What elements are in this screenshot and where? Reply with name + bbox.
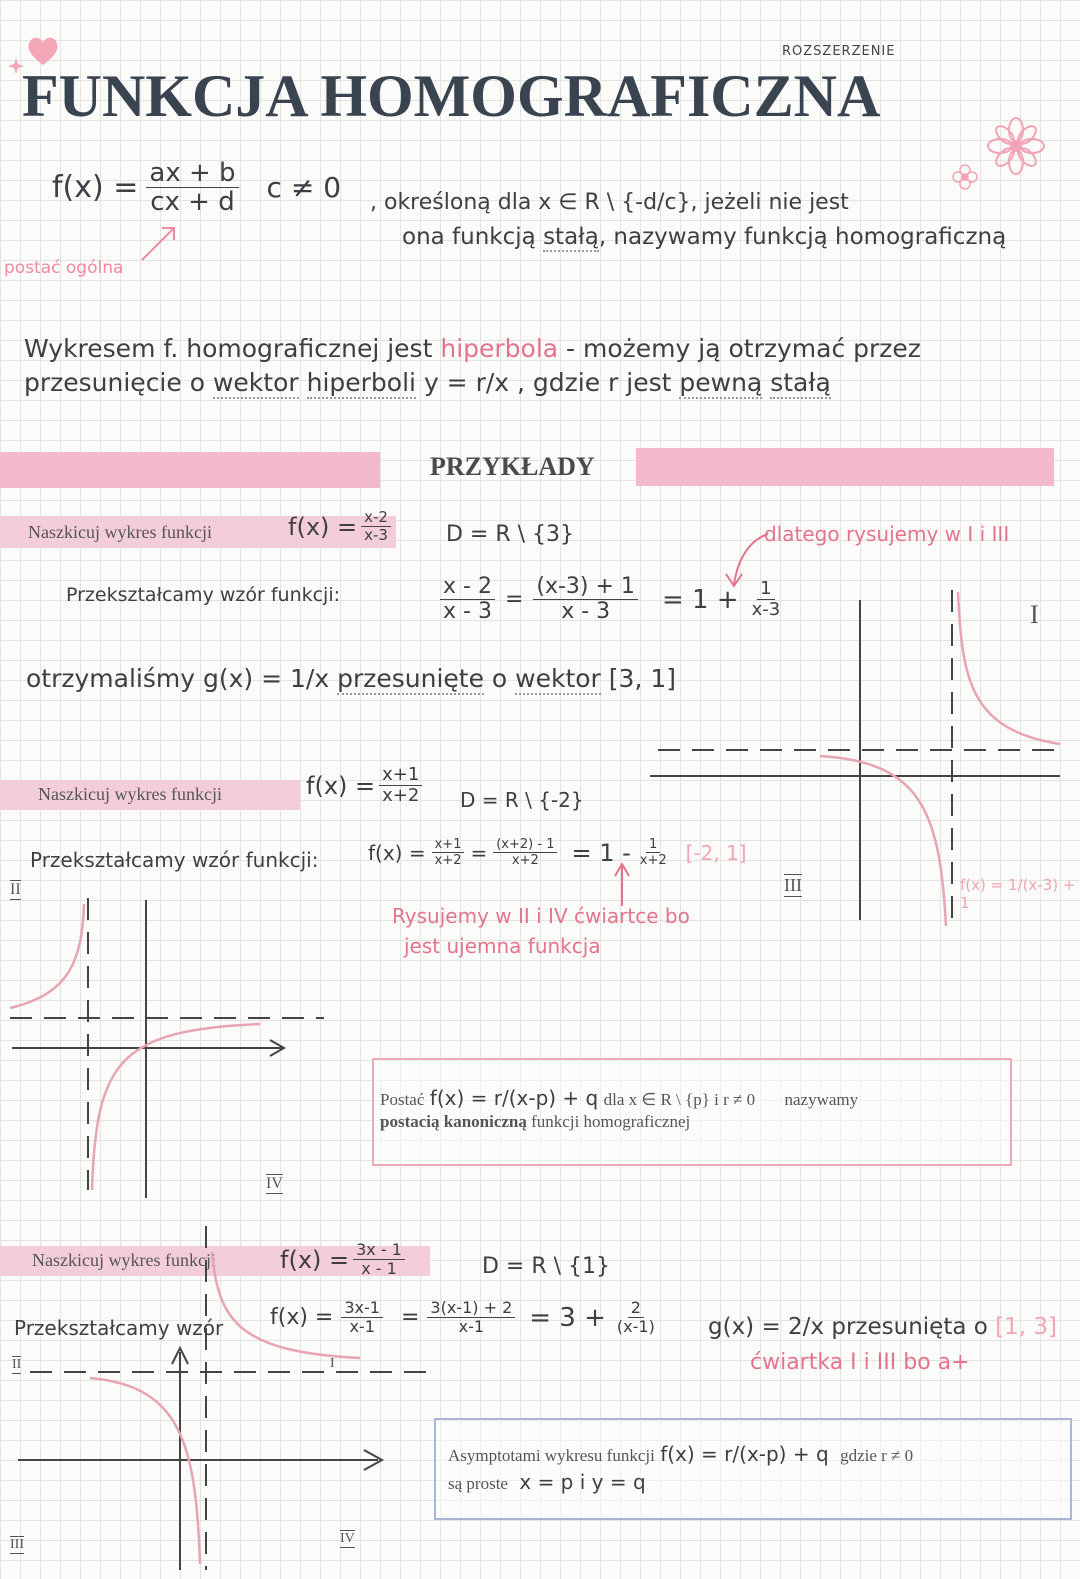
- definition-line-1: , określoną dla x ∈ R \ {-d/c}, jeżeli nie jest: [370, 190, 849, 215]
- ex3-denominator: x - 1: [361, 1259, 397, 1278]
- ex2-s3-den: x+2: [639, 853, 667, 868]
- ex1-transform: $\frac{x - 2}{x - 3}$ = $\frac{(x-3) + 1}{x - 3}$ = 1 + $\frac{1}{x-3}$: [440, 576, 783, 623]
- def-text-constant: stałą: [543, 224, 599, 250]
- ex2-numerator: x+1: [379, 766, 422, 786]
- ex1-domain: D = R \ {3}: [446, 522, 575, 547]
- definition-line-2: [402, 224, 1006, 250]
- ex3-quarter-note: ćwiartka I i III bo a+: [750, 1350, 970, 1375]
- ex2-domain: D = R \ {-2}: [460, 788, 584, 812]
- section-tag: ROZSZERZENIE: [782, 44, 896, 59]
- ex1-curve-label: f(x) = 1/(x-3) + 1: [960, 876, 1076, 912]
- ex3-s3-den: (x-1): [616, 1317, 655, 1336]
- banner-left-bar: [0, 452, 380, 488]
- asymptotes-text-a: Asymptotami wykresu funkcji: [448, 1446, 655, 1465]
- ex3-g-line: [708, 1314, 1057, 1340]
- arrow-icon: [140, 222, 180, 262]
- banner-right-bar: [636, 448, 1054, 486]
- ex1-quadrant-iii: III: [784, 875, 802, 895]
- ex1-result-moved: przesunięte: [337, 664, 484, 693]
- ex2-transform: f(x) = $\frac{x+1}{x+2}$ = $\frac{(x+2) - 1}{x+2}$ = 1 - $\frac{1}{x+2}$ [-2, 1]: [368, 837, 747, 868]
- graph-desc-line-2: [24, 368, 831, 397]
- ex3-s1-num: 3x-1: [341, 1300, 383, 1318]
- ex2-transform-label: Przekształcamy wzór funkcji:: [30, 848, 319, 872]
- ex1-result-vector: [3, 1]: [608, 664, 677, 693]
- asymptotes-text-b: gdzie r ≠ 0: [840, 1446, 914, 1465]
- ex2-quadrant-iv: IV: [266, 1175, 283, 1192]
- canonical-text-b: dla x ∈ R \ {p} i r ≠ 0: [603, 1090, 756, 1109]
- ex3-label: Naszkicuj wykres funkcji: [32, 1250, 216, 1270]
- canonical-line-1: [380, 1086, 858, 1110]
- asymptotes-line-1: [448, 1442, 913, 1466]
- canonical-formula: f(x) = r/(x-p) + q: [429, 1086, 599, 1110]
- ex3-quadrant-ii: II: [12, 1357, 22, 1372]
- ex1-s2-den: x - 3: [561, 599, 611, 624]
- graph-desc-vector: wektor: [212, 368, 299, 397]
- graph-desc-hyperboli: hiperboli: [306, 368, 416, 397]
- ex1-formula: [288, 510, 391, 543]
- ex3-domain: D = R \ {1}: [482, 1254, 611, 1279]
- ex3-s2-num: 3(x-1) + 2: [427, 1300, 515, 1318]
- asymptotes-lines: x = p i y = q: [519, 1470, 646, 1494]
- general-form-note: postać ogólna: [4, 258, 124, 278]
- ex1-transform-label: Przekształcamy wzór funkcji:: [66, 584, 341, 606]
- def-numerator: ax + b: [146, 160, 238, 188]
- ex2-s1-num: x+1: [432, 838, 465, 853]
- ex3-graph: [0, 1222, 440, 1572]
- ex3-quadrant-i: I: [330, 1356, 335, 1371]
- graph-desc-some: pewną: [679, 368, 763, 397]
- ex2-formula: [306, 766, 422, 805]
- ex2-s1-den: x+2: [434, 853, 462, 868]
- ex2-note-1: Rysujemy w II i IV ćwiartce bo: [392, 904, 690, 928]
- ex2-s3: = 1 -: [571, 838, 631, 867]
- ex2-s1: f(x) =: [368, 840, 426, 865]
- ex3-s3: = 3 +: [529, 1302, 606, 1333]
- ex3-quadrant-iv: IV: [340, 1531, 355, 1546]
- graph-desc-hyperbola: hiperbola: [440, 334, 559, 363]
- graph-desc-b: - możemy ją otrzymać przez: [566, 334, 921, 363]
- ex2-s2-num: (x+2) - 1: [493, 838, 557, 853]
- asymptotes-line-2: [448, 1470, 646, 1494]
- ex3-s1-den: x-1: [349, 1317, 375, 1336]
- ex3-s3-num: 2: [628, 1300, 644, 1318]
- canonical-form-box: [372, 1058, 1012, 1166]
- ex3-s2-den: x-1: [458, 1317, 485, 1336]
- ex1-quadrant-note: dlatego rysujemy w I i III: [764, 522, 1010, 546]
- ex2-graph: [0, 890, 330, 1200]
- graph-desc-a: Wykresem f. homograficznej jest: [24, 334, 433, 363]
- ex3-g-moved: przesunięta: [831, 1314, 967, 1340]
- ex2-note-2: jest ujemna funkcja: [404, 934, 601, 958]
- ex2-f-lhs: f(x) =: [306, 771, 376, 800]
- graph-desc-c: przesunięcie o: [24, 368, 206, 397]
- ex2-s3-num: 1: [646, 838, 660, 853]
- ex2-vector: [-2, 1]: [685, 840, 747, 865]
- ex2-note-arrow: [612, 862, 632, 908]
- def-text-c: , nazywamy funkcją homograficzną: [598, 224, 1007, 250]
- ex1-result-o: o: [491, 664, 508, 693]
- page-title: FUNKCJA HOMOGRAFICZNA: [22, 63, 881, 129]
- graph-desc-constant: stałą: [770, 368, 831, 397]
- ex3-transform-label: Przekształcamy wzór: [14, 1316, 224, 1340]
- ex1-s3: = 1 +: [661, 584, 739, 615]
- ex1-s1-num: x - 2: [440, 576, 495, 600]
- def-condition: c ≠ 0: [266, 171, 342, 204]
- ex1-result-vector-word: wektor: [515, 664, 601, 693]
- canonical-text-d: funkcji homograficznej: [531, 1112, 691, 1131]
- ex1-label: Naszkicuj wykres funkcji: [28, 522, 212, 542]
- ex1-quadrant-i: I: [1030, 600, 1039, 629]
- ex1-s3-den: x-3: [751, 599, 781, 620]
- ex2-s2-den: x+2: [511, 853, 539, 868]
- ex3-vector: [1, 3]: [995, 1314, 1057, 1340]
- ex3-g-o: o: [973, 1314, 988, 1340]
- canonical-line-2: [380, 1112, 690, 1132]
- graph-desc-line-1: [24, 334, 921, 363]
- canonical-text-a: Postać: [380, 1090, 425, 1109]
- ex1-f-lhs: f(x) =: [288, 512, 358, 541]
- ex1-result: [26, 664, 676, 693]
- ex3-f-lhs: f(x) =: [280, 1245, 350, 1274]
- ex2-label: Naszkicuj wykres funkcji: [38, 784, 222, 804]
- def-text-a: ona funkcją: [402, 224, 536, 250]
- canonical-bold: postacią kanoniczną: [380, 1112, 527, 1131]
- ex1-result-a: otrzymaliśmy g(x) = 1/x: [26, 664, 330, 693]
- def-denominator: cx + d: [150, 187, 235, 217]
- ex1-s2-num: (x-3) + 1: [533, 576, 638, 600]
- ex3-transform: f(x) = $\frac{3x-1}{x-1}$ = $\frac{3(x-1) + 2}{x-1}$ = 3 + $\frac{2}{(x-1)}$: [270, 1300, 658, 1335]
- canonical-text-c: nazywamy: [784, 1090, 859, 1109]
- ex1-s3-num: 1: [757, 580, 774, 600]
- ex1-numerator: x-2: [361, 510, 391, 527]
- ex2-quadrant-ii: II: [10, 881, 21, 898]
- asymptotes-text-c: są proste: [448, 1474, 508, 1493]
- def-f-lhs: f(x) =: [52, 170, 139, 205]
- ex3-s1: f(x) =: [270, 1305, 334, 1330]
- definition-formula: [52, 160, 341, 215]
- graph-desc-d: y = r/x , gdzie r jest: [423, 368, 672, 397]
- asymptotes-box: [434, 1418, 1072, 1520]
- ex3-quadrant-iii: III: [10, 1537, 24, 1552]
- ex3-numerator: 3x - 1: [353, 1242, 405, 1260]
- ex3-g-text: g(x) = 2/x: [708, 1314, 825, 1340]
- ex2-denominator: x+2: [382, 785, 420, 806]
- ex1-denominator: x-3: [364, 526, 388, 544]
- ex1-s1-den: x - 3: [443, 599, 492, 624]
- examples-title: PRZYKŁADY: [430, 452, 595, 481]
- asymptotes-formula: f(x) = r/(x-p) + q: [660, 1442, 829, 1466]
